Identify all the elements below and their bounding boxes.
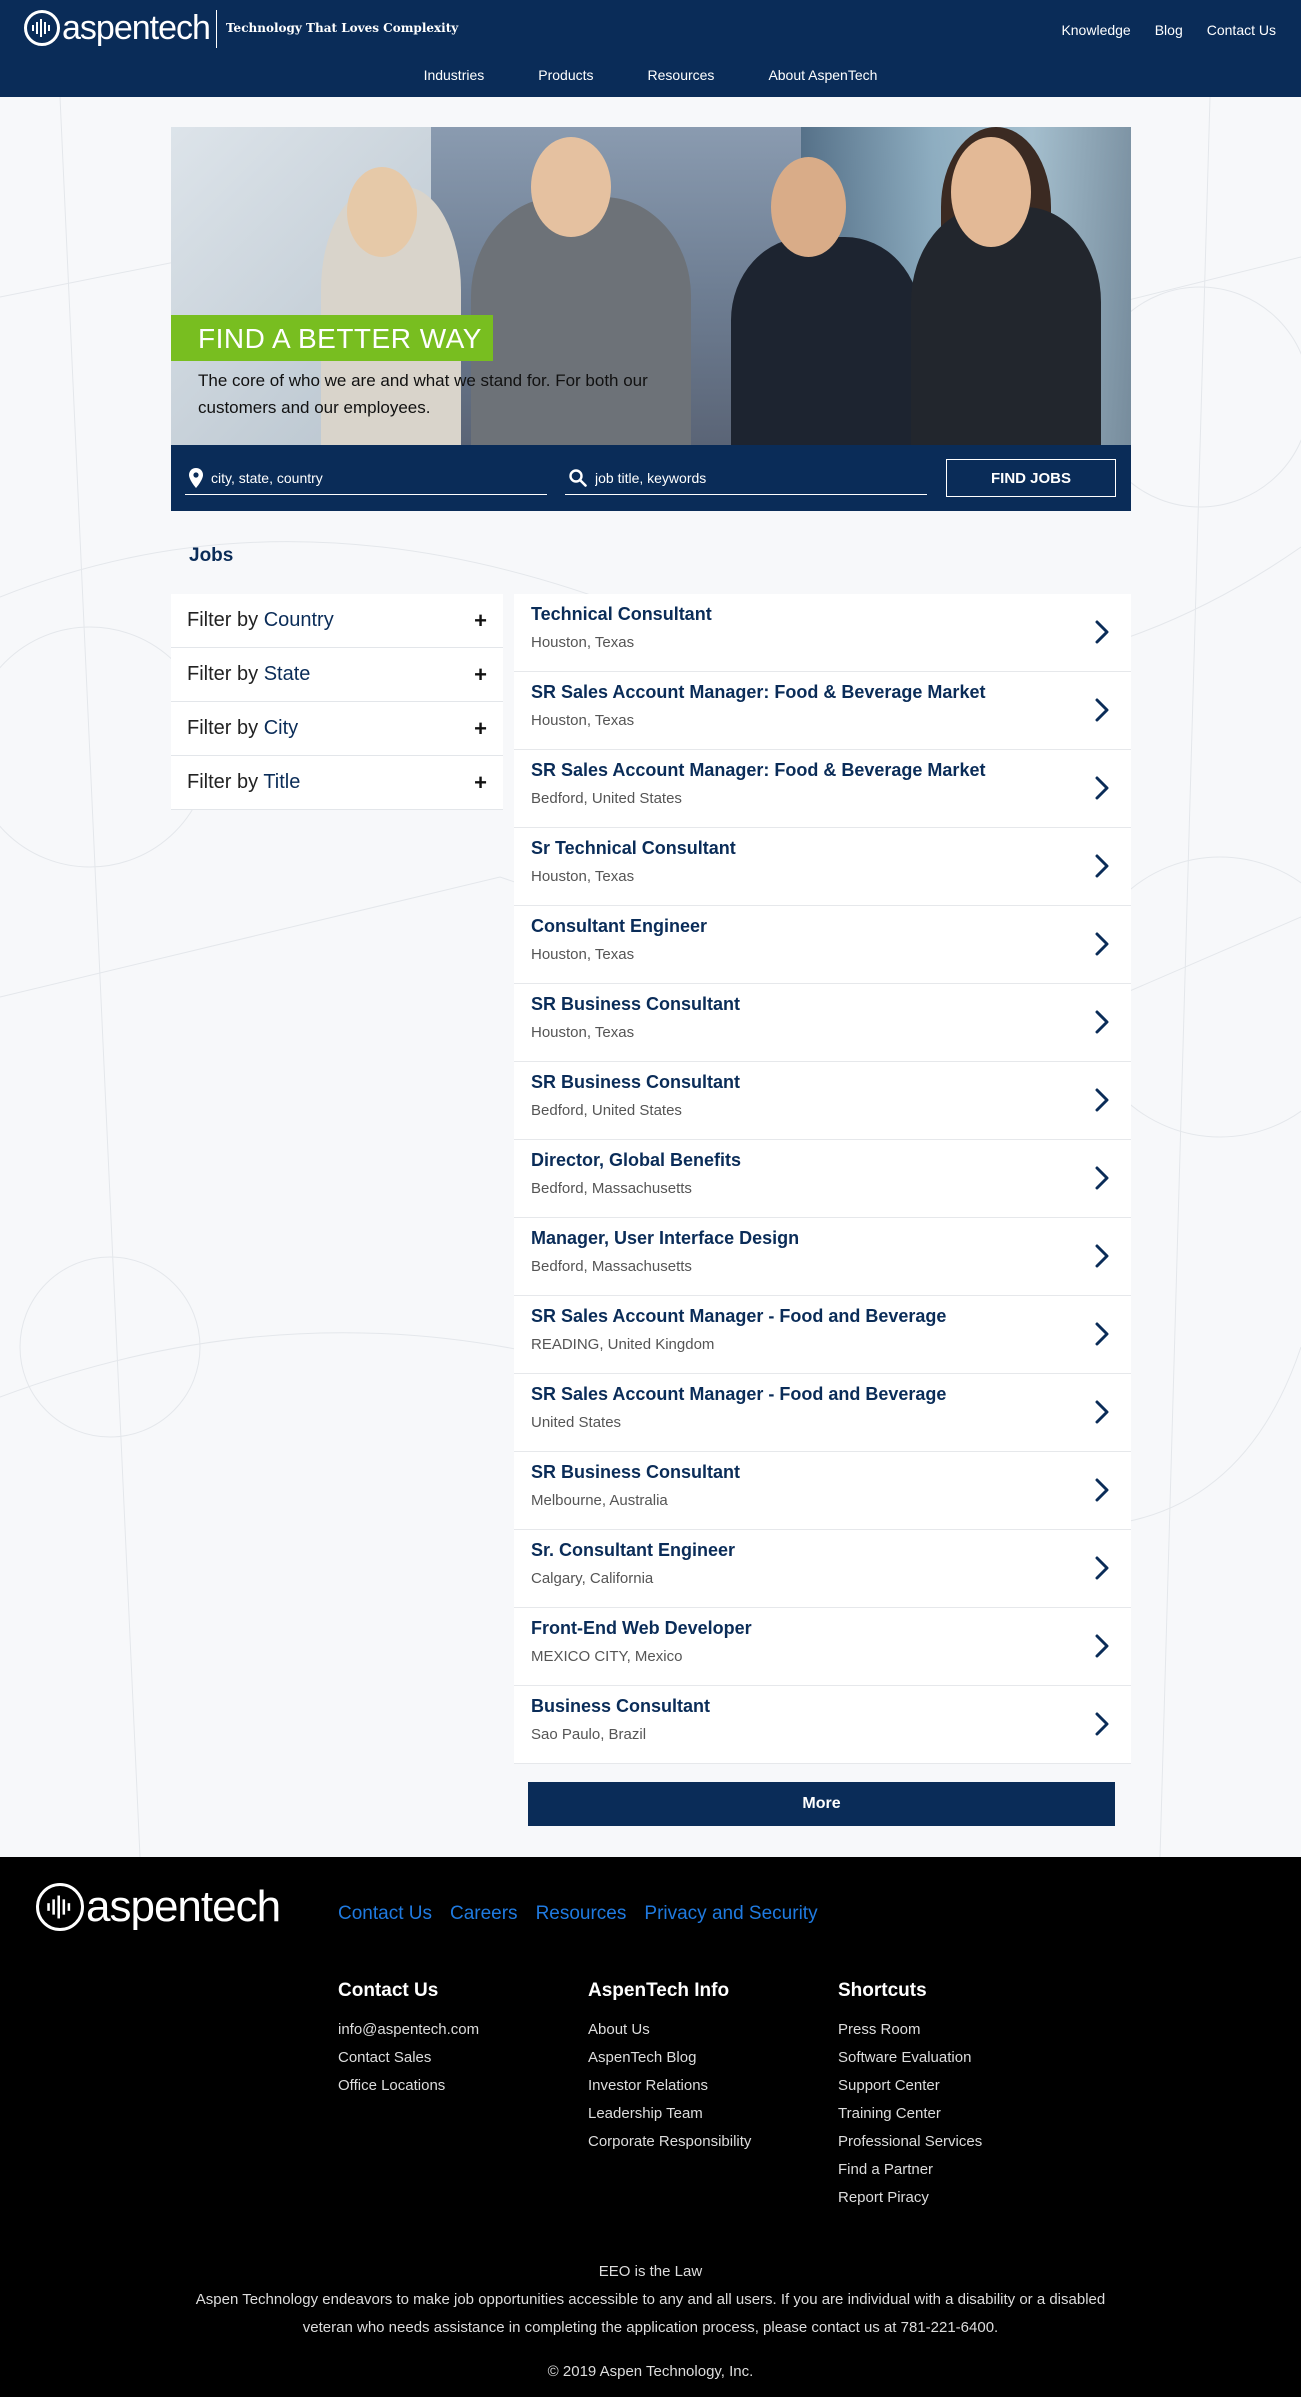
find-jobs-button[interactable]: FIND JOBS [946,459,1116,497]
job-row[interactable] [514,984,1131,1062]
job-title[interactable]: SR Sales Account Manager - Food and Beverage [531,1384,947,1404]
footer-column-shortcuts [838,1980,982,2212]
job-title[interactable]: SR Business Consultant [531,994,741,1014]
footer-link-support-center[interactable]: Support Center [838,2077,940,2094]
site-footer [0,1857,1301,2397]
plus-icon: + [474,661,487,687]
copyright: © 2019 Aspen Technology, Inc. [547,2363,754,2380]
job-location: MEXICO CITY, Mexico [531,1648,683,1665]
footer-link-contact-sales[interactable]: Contact Sales [338,2049,432,2066]
job-title[interactable]: Consultant Engineer [531,916,708,936]
filter-title[interactable] [171,756,503,810]
filter-state[interactable] [171,648,503,702]
job-title[interactable]: Business Consultant [531,1696,711,1716]
hero-subtitle: The core of who we are and what we stand for. For both our customers and our employees. [198,371,648,417]
chevron-right-icon[interactable] [1095,1634,1109,1658]
footer-link-careers[interactable]: Careers [449,1903,518,1924]
chevron-right-icon[interactable] [1095,1478,1109,1502]
job-location: Houston, Texas [531,712,635,729]
filter-panel [171,594,503,810]
footer-column-heading: Contact Us [338,1980,439,2001]
hero-photo-person [347,167,417,257]
footer-column-info [588,1980,751,2156]
footer-logo-wordmark: aspentech [86,1882,281,1931]
footer-link-find-partner[interactable]: Find a Partner [838,2161,934,2178]
job-title[interactable]: Technical Consultant [531,604,712,624]
top-link-knowledge[interactable]: Knowledge [1061,22,1131,38]
job-location: Houston, Texas [531,634,635,651]
chevron-right-icon[interactable] [1095,1556,1109,1580]
job-location: Houston, Texas [531,946,635,963]
nav-resources[interactable]: Resources [647,67,715,83]
chevron-right-icon[interactable] [1095,1712,1109,1736]
chevron-right-icon[interactable] [1095,776,1109,800]
chevron-right-icon[interactable] [1095,1010,1109,1034]
map-pin-icon [189,468,203,488]
job-search-bar [171,445,1131,511]
jobs-heading: Jobs [189,545,234,566]
chevron-right-icon[interactable] [1095,1400,1109,1424]
top-link-contact-us[interactable]: Contact Us [1206,22,1276,38]
aspentech-logo[interactable] [24,8,210,48]
job-title[interactable]: Manager, User Interface Design [531,1228,800,1248]
job-location: United States [531,1414,622,1431]
hero-photo-person [951,137,1031,247]
job-row[interactable] [514,1140,1131,1218]
plus-icon: + [474,607,487,633]
footer-column-heading: Shortcuts [838,1980,927,2001]
tagline: Technology That Loves Complexity [226,21,459,35]
hero-title: FIND A BETTER WAY [198,323,482,354]
footer-links [338,1903,818,1925]
job-row[interactable] [514,672,1131,750]
job-title[interactable]: Sr Technical Consultant [531,838,736,858]
hero-title-bar [171,315,493,361]
job-location: Bedford, Massachusetts [531,1258,692,1275]
footer-link-contact-us[interactable]: Contact Us [338,1903,432,1924]
footer-link-software-evaluation[interactable]: Software Evaluation [838,2049,972,2066]
job-location: READING, United Kingdom [531,1336,715,1353]
job-row[interactable] [514,1218,1131,1296]
main-nav [0,67,1301,83]
filter-country[interactable] [171,594,503,648]
logo-divider [216,10,217,48]
chevron-right-icon[interactable] [1095,854,1109,878]
chevron-right-icon[interactable] [1095,1322,1109,1346]
job-list [514,594,1131,1764]
chevron-right-icon[interactable] [1095,1088,1109,1112]
job-location: Sao Paulo, Brazil [531,1726,647,1743]
chevron-right-icon[interactable] [1095,1166,1109,1190]
job-row[interactable] [514,1374,1131,1452]
eeo-notice [0,2258,1301,2342]
filter-label: Filter by City [187,717,299,739]
footer-logo[interactable] [36,1882,281,1931]
plus-icon: + [474,769,487,795]
search-icon [569,469,587,487]
filter-label: Filter by Country [187,609,334,631]
job-row[interactable] [514,594,1131,672]
location-field [185,461,547,495]
job-row[interactable] [514,828,1131,906]
job-title[interactable]: SR Business Consultant [531,1072,741,1092]
job-location: Bedford, United States [531,790,682,807]
location-input[interactable] [211,470,531,486]
top-link-blog[interactable]: Blog [1154,22,1183,38]
keyword-field [565,461,927,495]
chevron-right-icon[interactable] [1095,698,1109,722]
footer-column-heading: AspenTech Info [588,1980,730,2001]
keyword-input[interactable] [595,470,915,486]
job-location: Houston, Texas [531,868,635,885]
job-location: Calgary, California [531,1570,654,1587]
utility-nav [1061,22,1276,38]
job-title[interactable]: SR Sales Account Manager: Food & Beverage Market [531,760,986,780]
footer-link-office-locations[interactable]: Office Locations [338,2077,446,2094]
job-row[interactable] [514,1608,1131,1686]
job-title[interactable]: SR Business Consultant [531,1462,741,1482]
footer-link-training-center[interactable]: Training Center [838,2105,941,2122]
job-title[interactable]: Director, Global Benefits [531,1150,742,1170]
job-row[interactable] [514,750,1131,828]
hero-photo-person [731,237,921,445]
job-location: Melbourne, Australia [531,1492,668,1509]
hero-banner [171,127,1131,445]
job-row[interactable] [514,1686,1131,1764]
footer-link-press-room[interactable]: Press Room [838,2021,921,2038]
job-row[interactable] [514,906,1131,984]
footer-column-contact [338,1980,479,2100]
job-title[interactable]: SR Sales Account Manager: Food & Beverage Market [531,682,986,702]
job-row[interactable] [514,1062,1131,1140]
nav-products[interactable]: Products [538,67,594,83]
nav-about[interactable]: About AspenTech [768,67,878,83]
job-location: Bedford, United States [531,1102,682,1119]
footer-link-corporate-responsibility[interactable]: Corporate Responsibility [588,2133,752,2150]
footer-link-report-piracy[interactable]: Report Piracy [838,2189,929,2206]
footer-link-about-us[interactable]: About Us [588,2021,650,2038]
plus-icon: + [474,715,487,741]
eeo-text: Aspen Technology endeavors to make job opportunities accessible to any and all users. If you are individual with a disability or a disabled veteran who needs assistance in completing the application process, please contact us at 781-221-6400. [195,2291,1106,2336]
eeo-title: EEO is the Law [598,2263,703,2280]
chevron-right-icon[interactable] [1095,620,1109,644]
footer-link-leadership[interactable]: Leadership Team [588,2105,703,2122]
job-title[interactable]: Front-End Web Developer [531,1618,752,1638]
job-row[interactable] [514,1296,1131,1374]
nav-industries[interactable]: Industries [423,67,485,83]
filter-label: Filter by Title [187,771,301,793]
hero-photo-person [531,137,611,237]
footer-link-email[interactable]: info@aspentech.com [338,2021,480,2038]
job-location: Houston, Texas [531,1024,635,1041]
soundwave-icon [24,10,60,46]
filter-label: Filter by State [187,663,311,685]
footer-link-blog[interactable]: AspenTech Blog [588,2049,697,2066]
chevron-right-icon[interactable] [1095,932,1109,956]
chevron-right-icon[interactable] [1095,1244,1109,1268]
job-row[interactable] [514,1530,1131,1608]
filter-city[interactable] [171,702,503,756]
footer-link-resources[interactable]: Resources [535,1903,627,1924]
footer-link-privacy[interactable]: Privacy and Security [644,1903,818,1924]
hero-photo-person [771,157,846,257]
job-title[interactable]: Sr. Consultant Engineer [531,1540,736,1560]
logo-wordmark: aspentech [62,8,210,47]
job-row[interactable] [514,1452,1131,1530]
footer-link-investor-relations[interactable]: Investor Relations [588,2077,709,2094]
footer-link-professional-services[interactable]: Professional Services [838,2133,983,2150]
more-button[interactable]: More [528,1782,1115,1826]
site-header [0,0,1301,97]
soundwave-icon [36,1883,84,1931]
job-location: Bedford, Massachusetts [531,1180,692,1197]
job-title[interactable]: SR Sales Account Manager - Food and Beverage [531,1306,947,1326]
